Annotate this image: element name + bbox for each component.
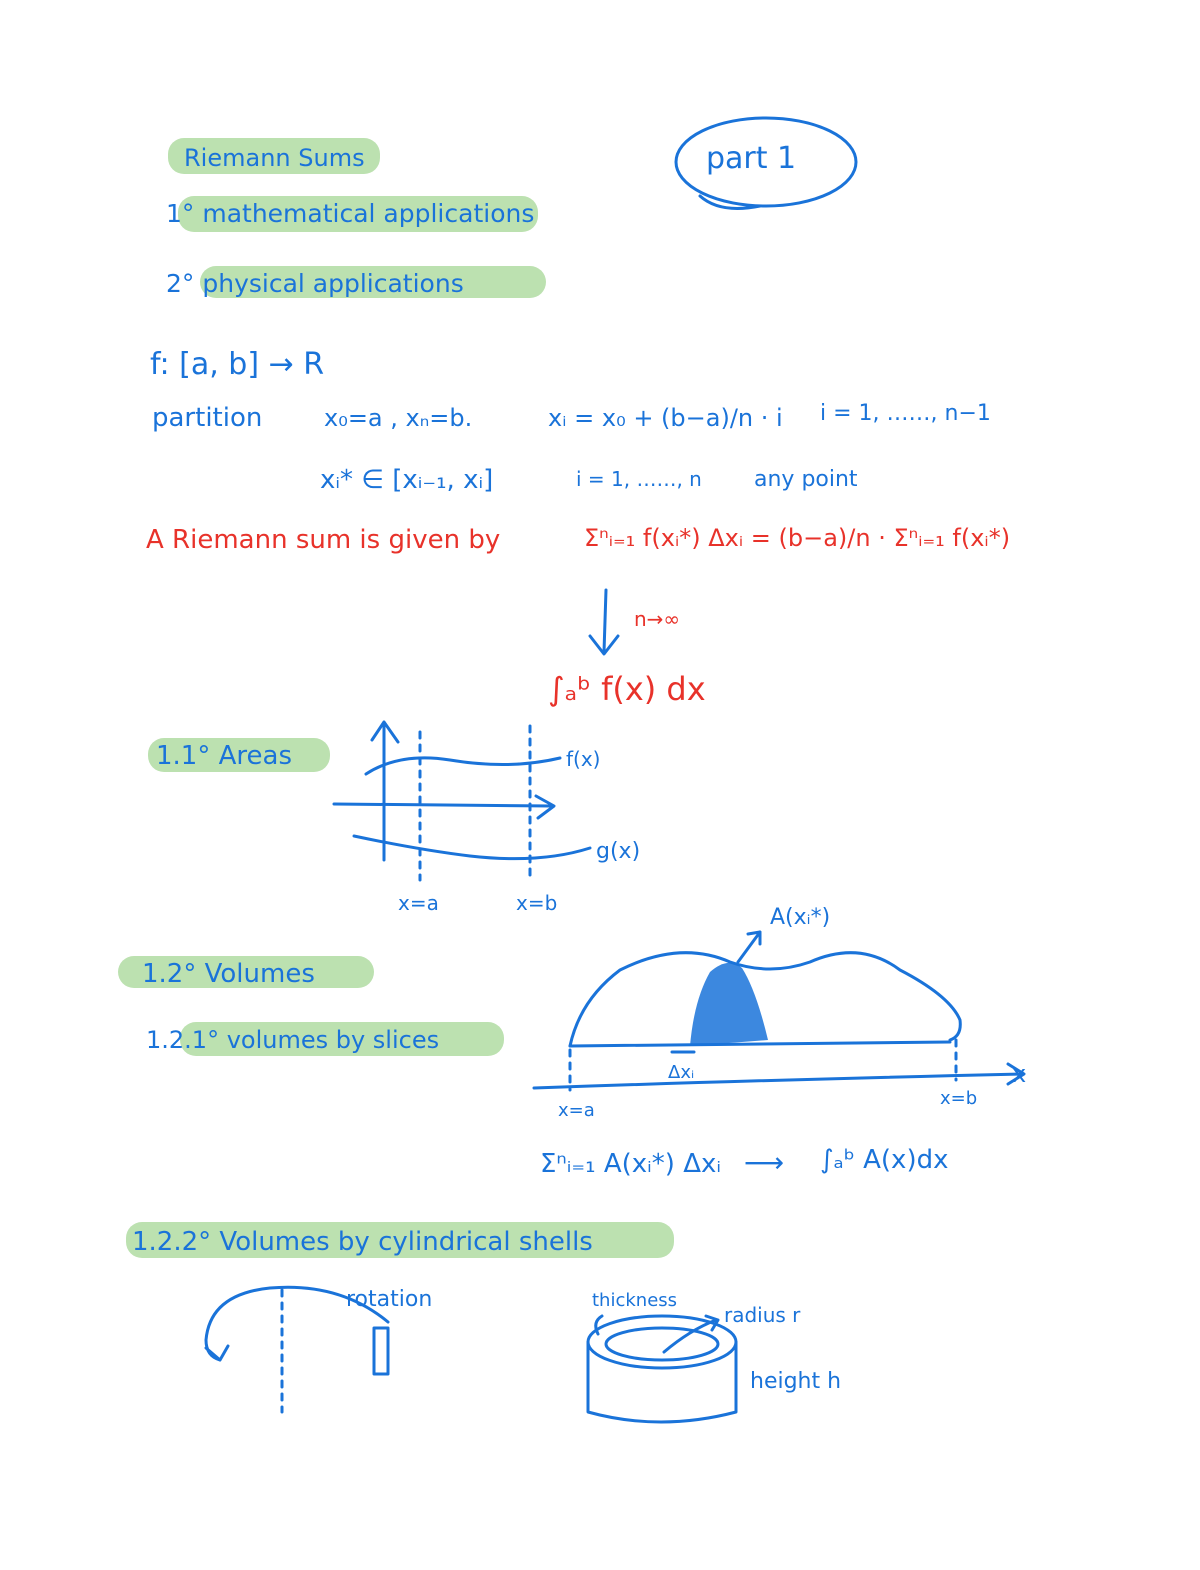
slices-heading: 1.2.1° volumes by slices xyxy=(146,1026,440,1054)
shell-strip xyxy=(374,1328,388,1374)
thickness-label: thickness xyxy=(592,1290,678,1311)
limit-arrow xyxy=(590,590,618,654)
sample-note: any point xyxy=(754,467,858,492)
sample-range: i = 1, ……, n xyxy=(576,467,702,491)
slices-xb-label: x=b xyxy=(940,1088,978,1109)
height-label: height h xyxy=(750,1369,842,1394)
slices-x-axis-label: x xyxy=(1012,1060,1027,1088)
areas-diagram xyxy=(334,722,640,915)
slice-integral: ∫ₐᵇ A(x)dx xyxy=(820,1145,949,1175)
slices-diagram xyxy=(534,905,1026,1121)
slices-x-axis xyxy=(534,1064,1024,1088)
areas-xa-label: x=a xyxy=(398,891,439,915)
partition-endpoints: x₀=a , xₙ=b. xyxy=(324,404,473,432)
shell-top-inner xyxy=(606,1328,718,1360)
shell-diagram xyxy=(588,1290,841,1422)
shells-heading: 1.2.2° Volumes by cylindrical shells xyxy=(132,1227,593,1257)
riemann-lead: A Riemann sum is given by xyxy=(146,525,501,555)
outline-item-1: 1° mathematical applications xyxy=(166,199,535,228)
solid-base xyxy=(570,1042,950,1046)
rotation-diagram xyxy=(206,1287,432,1412)
g-curve xyxy=(354,836,590,859)
cross-section-label: A(xᵢ*) xyxy=(770,905,831,930)
volumes-heading: 1.2° Volumes xyxy=(142,959,315,989)
g-label: g(x) xyxy=(596,839,641,864)
partition-formula: xᵢ = x₀ + (b−a)/n · i xyxy=(548,404,783,432)
f-label: f(x) xyxy=(566,747,601,771)
riemann-formula: Σⁿᵢ₌₁ f(xᵢ*) Δxᵢ = (b−a)/n · Σⁿᵢ₌₁ f(xᵢ*) xyxy=(584,524,1011,552)
radius-label: radius r xyxy=(724,1303,801,1327)
thickness-pointer xyxy=(596,1316,602,1334)
outline-item-2: 2° physical applications xyxy=(166,269,464,298)
slice-sum-formula: Σⁿᵢ₌₁ A(xᵢ*) Δxᵢ xyxy=(540,1149,722,1179)
shell-body xyxy=(588,1342,736,1422)
slices-xa-label: x=a xyxy=(558,1100,595,1121)
sample-point: xᵢ* ∈ [xᵢ₋₁, xᵢ] xyxy=(320,465,494,495)
cross-section-slice xyxy=(690,963,768,1046)
part-label: part 1 xyxy=(706,141,797,176)
partition-label: partition xyxy=(152,403,263,433)
rotation-label: rotation xyxy=(346,1287,433,1312)
slice-arrow: ⟶ xyxy=(744,1146,785,1179)
radius-pointer xyxy=(664,1316,718,1352)
riemann-integral: ∫ₐᵇ f(x) dx xyxy=(548,670,706,708)
areas-x-axis xyxy=(334,796,554,818)
areas-xb-label: x=b xyxy=(516,891,558,915)
cross-section-pointer xyxy=(738,932,760,962)
partition-range: i = 1, ……, n−1 xyxy=(820,401,991,426)
page-title: Riemann Sums xyxy=(184,144,365,172)
areas-heading: 1.1° Areas xyxy=(156,741,292,771)
limit-label: n→∞ xyxy=(634,607,681,631)
function-definition: f: [a, b] → R xyxy=(150,347,325,382)
dx-label: Δxᵢ xyxy=(668,1062,695,1083)
